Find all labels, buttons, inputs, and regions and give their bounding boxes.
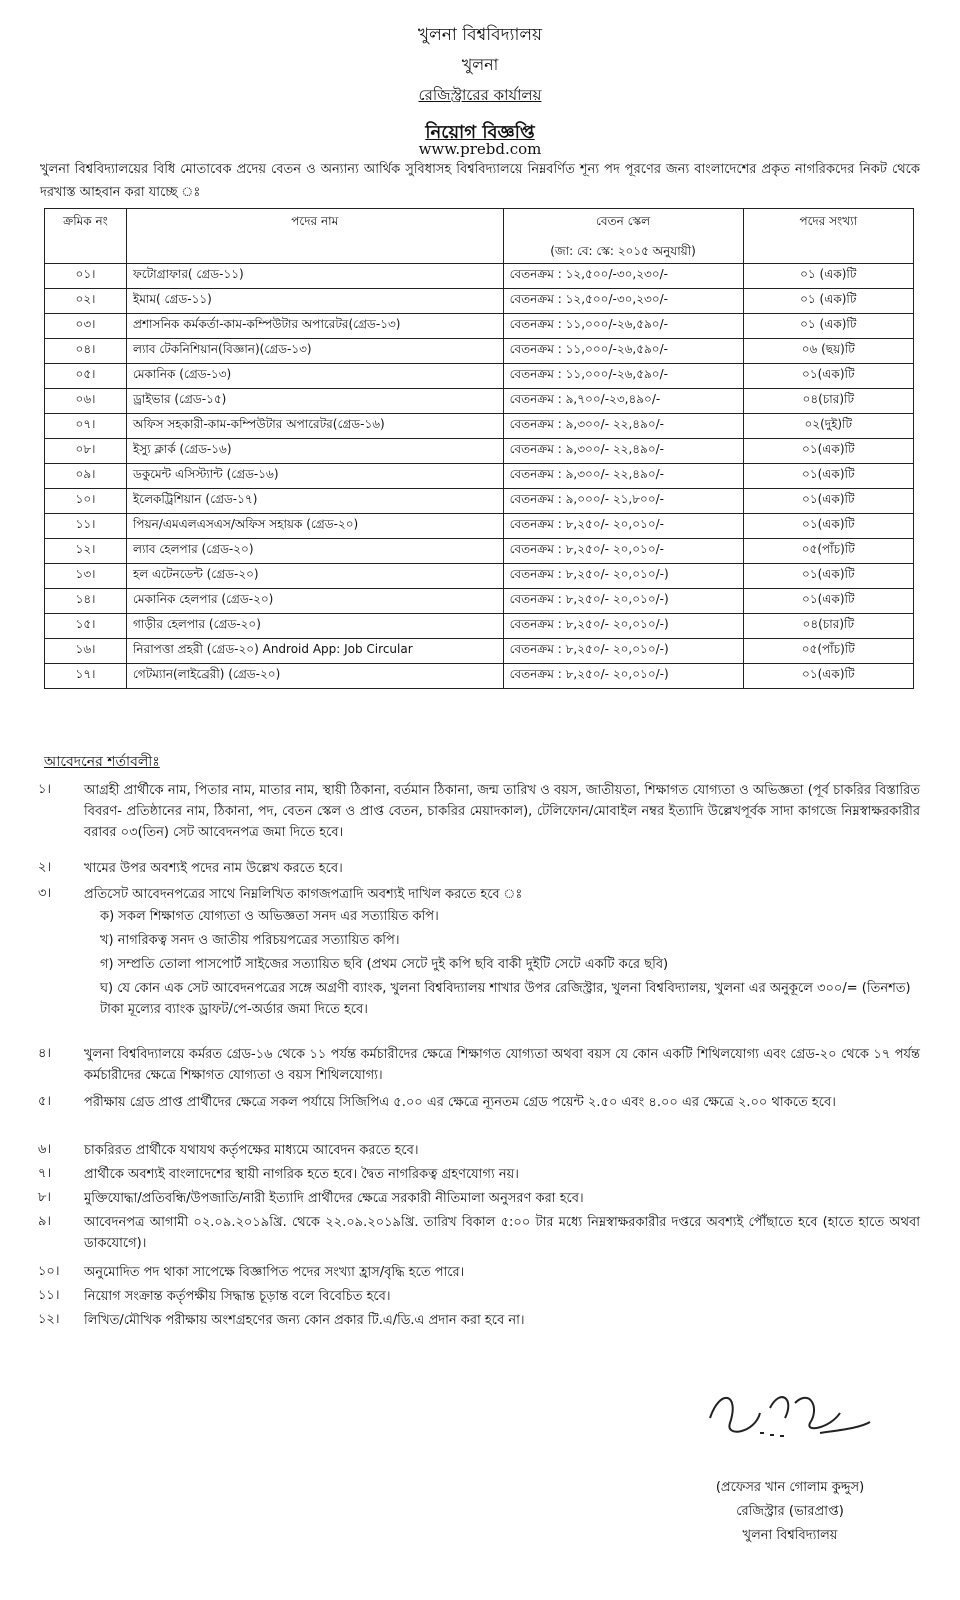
cell-serial: ১৬। [45, 639, 127, 664]
cell-post-count: ০১(এক)টি [743, 664, 913, 689]
condition-text: খামের উপর অবশ্যই পদের নাম উল্লেখ করতে হবে। [84, 861, 343, 876]
document-text: খ) নাগরিকত্ব সনদ ও জাতীয় পরিচয়পত্রের সত্যায়িত কপি। [100, 933, 400, 948]
cell-post-count: ০১(এক)টি [743, 589, 913, 614]
cell-post-count: ০১ (এক)টি [743, 314, 913, 339]
cell-post-count: ০৫(পাঁচ)টি [743, 639, 913, 664]
cell-post-name: গেটম্যান(লাইব্রেরী) (গ্রেড-২০) [127, 664, 504, 689]
cell-pay-scale: বেতনক্রম : ৮,২৫০/- ২০,০১০/-) [503, 614, 743, 639]
cell-pay-scale: বেতনক্রম : ৮,২৫০/- ২০,০১০/-) [503, 589, 743, 614]
cell-post-name: ইলেকট্রিশিয়ান (গ্রেড-১৭) [127, 489, 504, 514]
university-name: খুলনা বিশ্ববিদ্যালয় [417, 25, 543, 45]
table-row [45, 264, 914, 289]
cell-post-name: ল্যাব টেকনিশিয়ান(বিজ্ঞান)(গ্রেড-১৩) [127, 339, 504, 364]
cell-pay-scale: বেতনক্রম : ১১,০০০/-২৬,৫৯০/- [503, 364, 743, 389]
header-post-name: পদের নাম [127, 209, 504, 264]
condition-number: ৬। [38, 1142, 52, 1157]
condition-text: প্রার্থীকে অবশ্যই বাংলাদেশের স্থায়ী নাগরিক হতে হবে। দ্বৈত নাগরিকত্ব গ্রহণযোগ্য নয়। [84, 1167, 519, 1182]
condition-number: ১০। [38, 1264, 60, 1279]
cell-serial: ১৩। [45, 564, 127, 589]
cell-post-count: ০১ (এক)টি [743, 264, 913, 289]
cell-pay-scale: বেতনক্রম : ৯,৩০০/- ২২,৪৯০/- [503, 439, 743, 464]
table-row [45, 339, 914, 364]
cell-post-count: ০১(এক)টি [743, 464, 913, 489]
condition-number: ৯। [38, 1214, 52, 1229]
cell-post-count: ০১(এক)টি [743, 489, 913, 514]
signatory-designation: রেজিস্ট্রার (ভারপ্রাপ্ত) [736, 1504, 844, 1519]
signature-scribble [700, 1378, 880, 1458]
condition-text: লিখিত/মৌখিক পরীক্ষায় অংশগ্রহণের জন্য কোন প্রকার টি.এ/ডি.এ প্রদান করা হবে না। [84, 1313, 525, 1328]
conditions-heading: আবেদনের শর্তাবলীঃ [44, 754, 160, 770]
condition-text: চাকরিরত প্রার্থীকে যথাযথ কর্তৃপক্ষের মাধ্যমে আবেদন করতে হবে। [84, 1143, 419, 1158]
cell-pay-scale: বেতনক্রম : ৯,০০০/- ২১,৮০০/- [503, 489, 743, 514]
table-row [45, 464, 914, 489]
cell-serial: ১২। [45, 539, 127, 564]
cell-serial: ১০। [45, 489, 127, 514]
table-row [45, 439, 914, 464]
cell-post-count: ০১(এক)টি [743, 564, 913, 589]
condition-text: পরীক্ষায় গ্রেড প্রাপ্ত প্রার্থীদের ক্ষেত্রে সকল পর্যায়ে সিজিপিএ ৫.০০ এর ক্ষেত্রে ন্যূনতম গ্রেড পয়েন্ট ২.৫০ এবং ৪.০০ এর ক্ষেত্রে ২.০০ থাকতে হবে। [84, 1095, 836, 1110]
cell-pay-scale: বেতনক্রম : ১২,৫০০/-৩০,২৩০/- [503, 264, 743, 289]
table-row [45, 364, 914, 389]
table-row [45, 614, 914, 639]
cell-post-count: ০২(দুই)টি [743, 414, 913, 439]
cell-post-count: ০৪(চার)টি [743, 614, 913, 639]
cell-pay-scale: বেতনক্রম : ১১,০০০/-২৬,৫৯০/- [503, 314, 743, 339]
cell-post-name: পিয়ন/এমএলএসএস/অফিস সহায়ক (গ্রেড-২০) [127, 514, 504, 539]
header-post-count: পদের সংখ্যা [743, 209, 913, 264]
condition-text: অনুমোদিত পদ থাকা সাপেক্ষে বিজ্ঞাপিত পদের সংখ্যা হ্রাস/বৃদ্ধি হতে পারে। [84, 1265, 465, 1280]
cell-serial: ০৭। [45, 414, 127, 439]
condition-text: খুলনা বিশ্ববিদ্যালয়ে কর্মরত গ্রেড-১৬ থেকে ১১ পর্যন্ত কর্মচারীদের ক্ষেত্রে শিক্ষাগত যোগ্যতা অথবা বয়স যে কোন একটি শিথিলযোগ্য এবং গ্রেড-২০ থেকে ১৭ পর্যন্ত কর্মচারীদের ক্ষেত্রে শিক্ষাগত যোগ্যতা ও বয়স শিথিলযোগ্য। [84, 1047, 920, 1083]
table-row [45, 589, 914, 614]
header-pay-scale [503, 209, 743, 264]
table-row [45, 564, 914, 589]
table-row [45, 639, 914, 664]
table-header-row [45, 209, 914, 264]
cell-serial: ১৫। [45, 614, 127, 639]
cell-post-name: প্রশাসনিক কর্মকর্তা-কাম-কম্পিউটার অপারেটর(গ্রেড-১৩) [127, 314, 504, 339]
cell-serial: ১৭। [45, 664, 127, 689]
signatory-name: (প্রফেসর খান গোলাম কুদ্দুস) [715, 1480, 865, 1495]
condition-number: ৮। [38, 1190, 52, 1205]
cell-post-count: ০৬ (ছয়)টি [743, 339, 913, 364]
condition-text: আগ্রহী প্রার্থীকে নাম, পিতার নাম, মাতার নাম, স্থায়ী ঠিকানা, বর্তমান ঠিকানা, জন্ম তারিখ ও বয়স, জাতীয়তা, শিক্ষাগত যোগ্যতা ও অভিজ্ঞতা (পূর্ব চাকরির বিস্তারিত বিবরণ- প্রতিষ্ঠানের নাম, ঠিকানা, পদ, বেতন স্কেল ও প্রাপ্ত বেতন, চাকরির মেয়াদকাল), টেলিফোন/মোবাইল নম্বর ইত্যাদি উল্লেখপূর্বক সাদা কাগজে নিম্নস্বাক্ষরকারীর বরাবর ০৩(তিন) সেট আবেদনপত্র জমা দিতে হবে। [84, 783, 920, 840]
cell-pay-scale: বেতনক্রম : ৮,২৫০/- ২০,০১০/-) [503, 564, 743, 589]
header-serial: ক্রমিক নং [45, 209, 127, 264]
cell-pay-scale: বেতনক্রম : ১২,৫০০/-৩০,২৩০/- [503, 289, 743, 314]
cell-post-count: ০১(এক)টি [743, 514, 913, 539]
notice-title: নিয়োগ বিজ্ঞপ্তি [425, 122, 535, 143]
cell-pay-scale: বেতনক্রম : ১১,০০০/-২৬,৫৯০/- [503, 339, 743, 364]
cell-pay-scale: বেতনক্রম : ৯,৩০০/- ২২,৪৯০/- [503, 414, 743, 439]
document-text: ঘ) যে কোন এক সেট আবেদনপত্রের সঙ্গে অগ্রণী ব্যাংক, খুলনা বিশ্ববিদ্যালয় শাখার উপর রেজিস্ট্রার, খুলনা বিশ্ববিদ্যালয়, খুলনা এর অনুকূলে ৩০০/= (তিনশত) টাকা মূল্যের ব্যাংক ড্রাফট/পে-অর্ডার জমা দিতে হবে। [100, 981, 911, 1017]
cell-serial: ১৪। [45, 589, 127, 614]
cell-post-name: ড্রাইভার (গ্রেড-১৫) [127, 389, 504, 414]
condition-number: ১২। [38, 1312, 60, 1327]
cell-serial: ০৩। [45, 314, 127, 339]
cell-post-name: ফটোগ্রাফার( গ্রেড-১১) [127, 264, 504, 289]
table-row [45, 389, 914, 414]
condition-number: ৩। [38, 886, 52, 901]
watermark-text: www.prebd.com [418, 140, 542, 158]
cell-serial: ০২। [45, 289, 127, 314]
cell-post-count: ০৪(চার)টি [743, 389, 913, 414]
header-pay-scale-sub: (জা: বে: স্কে: ২০১৫ অনুযায়ী) [550, 244, 696, 258]
cell-post-name: মেকানিক (গ্রেড-১৩) [127, 364, 504, 389]
cell-serial: ০১। [45, 264, 127, 289]
cell-pay-scale: বেতনক্রম : ৮,২৫০/- ২০,০১০/- [503, 514, 743, 539]
cell-post-count: ০১(এক)টি [743, 364, 913, 389]
header-pay-scale-label: বেতন স্কেল [596, 214, 651, 228]
cell-post-count: ০৫(পাঁচ)টি [743, 539, 913, 564]
condition-text: আবেদনপত্র আগামী ০২.০৯.২০১৯খ্রি. থেকে ২২.০৯.২০১৯খ্রি. তারিখ বিকাল ৫:০০ টার মধ্যে নিম্নস্বাক্ষরকারীর দপ্তরে অবশ্যই পৌঁছাতে হবে (হাতে হাতে অথবা ডাকযোগে)। [84, 1215, 920, 1251]
table-row [45, 489, 914, 514]
cell-pay-scale: বেতনক্রম : ৯,৩০০/- ২২,৪৯০/- [503, 464, 743, 489]
cell-serial: ০৯। [45, 464, 127, 489]
cell-post-count: ০১(এক)টি [743, 439, 913, 464]
cell-post-name: নিরাপত্তা প্রহরী (গ্রেড-২০) Android App: Job Circular [127, 639, 504, 664]
cell-post-name: ল্যাব হেলপার (গ্রেড-২০) [127, 539, 504, 564]
condition-number: ১১। [38, 1288, 60, 1303]
cell-post-name: ইস্যু ক্লার্ক (গ্রেড-১৬) [127, 439, 504, 464]
vacancy-table [44, 208, 914, 689]
city-name: খুলনা [461, 55, 499, 74]
condition-number: ১। [38, 782, 52, 797]
table-row [45, 514, 914, 539]
letterhead [0, 20, 960, 110]
table-body [45, 264, 914, 689]
condition-number: ৫। [38, 1094, 52, 1109]
cell-pay-scale: বেতনক্রম : ৮,২৫০/- ২০,০১০/- [503, 539, 743, 564]
cell-pay-scale: বেতনক্রম : ৮,২৫০/- ২০,০১০/-) [503, 639, 743, 664]
condition-number: ৭। [38, 1166, 52, 1181]
signatory-university: খুলনা বিশ্ববিদ্যালয় [742, 1528, 838, 1543]
cell-post-count: ০১ (এক)টি [743, 289, 913, 314]
cell-serial: ০৮। [45, 439, 127, 464]
table-row [45, 539, 914, 564]
condition-text: প্রতিসেট আবেদনপত্রের সাথে নিম্নলিখিত কাগজপত্রাদি অবশ্যই দাখিল করতে হবে ঃ [84, 887, 523, 902]
cell-serial: ০৫। [45, 364, 127, 389]
condition-number: ২। [38, 860, 52, 875]
cell-serial: ১১। [45, 514, 127, 539]
table-row [45, 664, 914, 689]
cell-post-name: মেকানিক হেলপার (গ্রেড-২০) [127, 589, 504, 614]
document-text: ক) সকল শিক্ষাগত যোগ্যতা ও অভিজ্ঞতা সনদ এর সত্যায়িত কপি। [100, 909, 439, 924]
cell-serial: ০৪। [45, 339, 127, 364]
cell-post-name: হল এটেনডেন্ট (গ্রেড-২০) [127, 564, 504, 589]
cell-post-name: গাড়ীর হেলপার (গ্রেড-২০) [127, 614, 504, 639]
cell-post-name: ডকুমেন্ট এসিস্ট্যান্ট (গ্রেড-১৬) [127, 464, 504, 489]
cell-pay-scale: বেতনক্রম : ৯,৭০০/-২৩,৪৯০/- [503, 389, 743, 414]
condition-number: ৪। [38, 1046, 52, 1061]
condition-text: নিয়োগ সংক্রান্ত কর্তৃপক্ষীয় সিদ্ধান্ত চূড়ান্ত বলে বিবেচিত হবে। [84, 1289, 391, 1304]
cell-pay-scale: বেতনক্রম : ৮,২৫০/- ২০,০১০/-) [503, 664, 743, 689]
intro-paragraph: খুলনা বিশ্ববিদ্যালয়ের বিধি মোতাবেক প্রদেয় বেতন ও অন্যান্য আর্থিক সুবিধাসহ বিশ্ববিদ্যালয়ে নিম্নবর্ণিত শূন্য পদ পূরণের জন্য বাংলাদেশের প্রকৃত নাগরিকদের নিকট থেকে দরখাস্ত আহবান করা যাচ্ছে ঃ [40, 162, 920, 200]
table-row [45, 289, 914, 314]
cell-post-name: অফিস সহকারী-কাম-কম্পিউটার অপারেটর(গ্রেড-১৬) [127, 414, 504, 439]
document-text: গ) সম্প্রতি তোলা পাসপোর্ট সাইজের সত্যায়িত ছবি (প্রথম সেটে দুই কপি ছবি বাকী দুইটি সেটে একটি করে ছবি) [100, 957, 669, 972]
table-row [45, 414, 914, 439]
office-name: রেজিস্ট্রারের কার্যালয় [418, 86, 542, 104]
condition-text: মুক্তিযোদ্ধা/প্রতিবন্ধি/উপজাতি/নারী ইত্যাদি প্রার্থীদের ক্ষেত্রে সরকারী নীতিমালা অনুসরণ করা হবে। [84, 1191, 584, 1206]
table-row [45, 314, 914, 339]
cell-serial: ০৬। [45, 389, 127, 414]
cell-post-name: ইমাম( গ্রেড-১১) [127, 289, 504, 314]
